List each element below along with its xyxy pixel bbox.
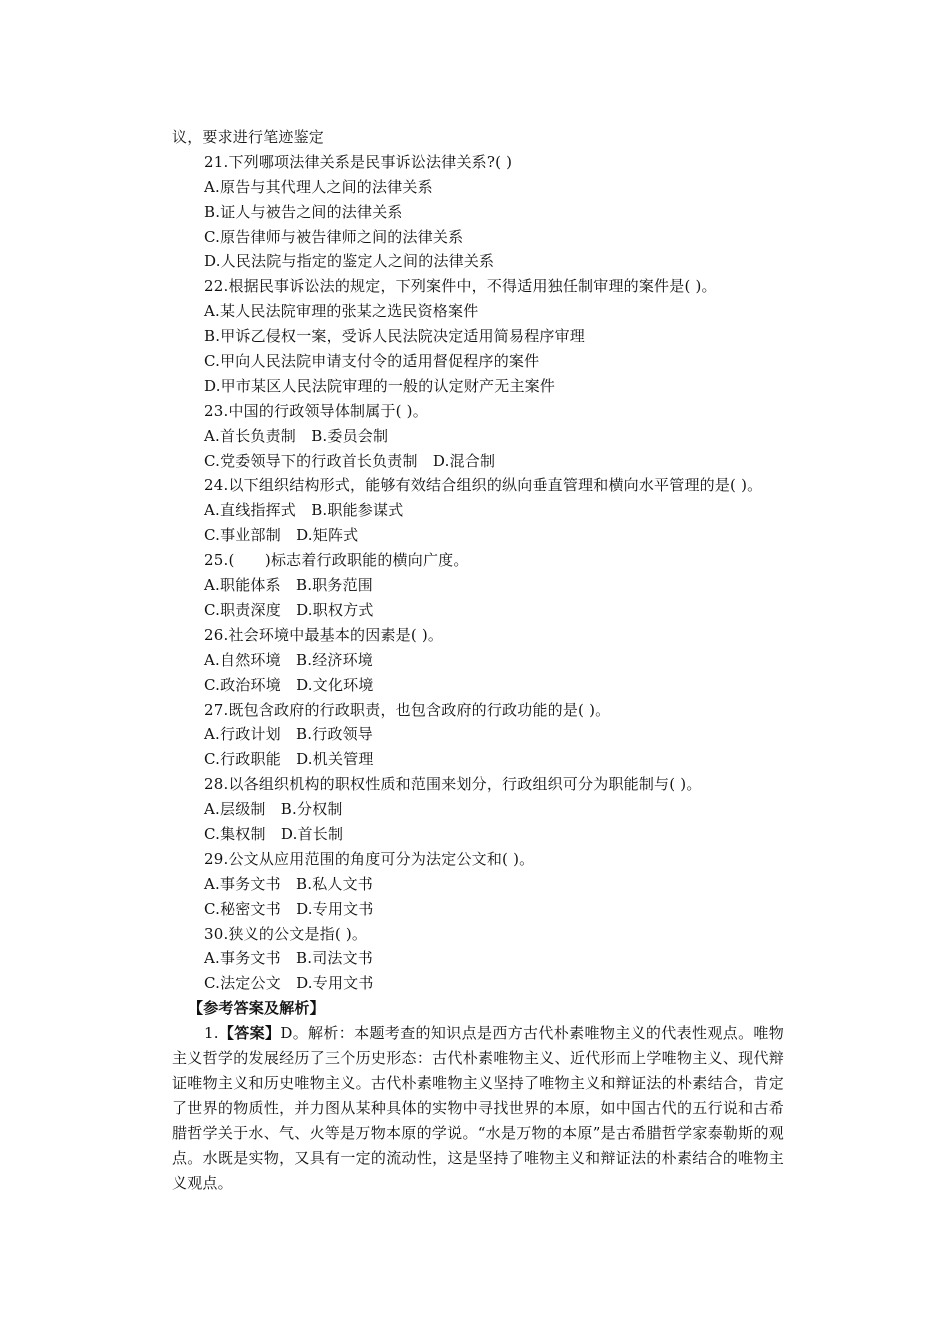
document-page	[172, 125, 784, 1195]
options-28ab: A.层级制 B.分权制	[204, 800, 343, 819]
options-30cd: C.法定公文 D.专用文书	[204, 974, 374, 993]
question-29: 29.公文从应用范围的角度可分为法定公文和( )。	[204, 849, 535, 868]
option-22c: C.甲向人民法院申请支付令的适用督促程序的案件	[204, 352, 540, 371]
answers-heading: 【参考答案及解析】	[188, 999, 325, 1018]
options-26ab: A.自然环境 B.经济环境	[204, 650, 373, 669]
answer-1	[172, 1021, 784, 1195]
question-21: 21.下列哪项法律关系是民事诉讼法律关系?( )	[204, 152, 513, 171]
question-25: 25.( )标志着行政职能的横向广度。	[204, 551, 469, 570]
answer-1-tag: 【答案】	[218, 1024, 281, 1043]
text-line: 议，要求进行笔迹鉴定	[172, 128, 325, 146]
option-22a: A.某人民法院审理的张某之选民资格案件	[204, 302, 479, 321]
options-23ab: A.首长负责制 B.委员会制	[204, 426, 389, 445]
answer-1-number: 1.	[204, 1024, 219, 1043]
options-27cd: C.行政职能 D.机关管理	[204, 750, 374, 769]
question-26: 26.社会环境中最基本的因素是( )。	[204, 625, 444, 644]
option-21b: B.证人与被告之间的法律关系	[204, 202, 403, 221]
question-24: 24.以下组织结构形式，能够有效结合组织的纵向垂直管理和横向水平管理的是( )。	[204, 476, 763, 495]
question-28: 28.以各组织机构的职权性质和范围来划分，行政组织可分为职能制与( )。	[204, 775, 702, 794]
option-21d: D.人民法院与指定的鉴定人之间的法律关系	[204, 252, 495, 271]
options-29ab: A.事务文书 B.私人文书	[204, 874, 373, 893]
option-21c: C.原告律师与被告律师之间的法律关系	[204, 227, 464, 246]
question-27: 27.既包含政府的行政职责，也包含政府的行政功能的是( )。	[204, 700, 611, 719]
options-23cd: C.党委领导下的行政首长负责制 D.混合制	[204, 451, 496, 470]
question-22: 22.根据民事诉讼法的规定，下列案件中，不得适用独任制审理的案件是( )。	[204, 277, 717, 296]
option-22d: D.甲市某区人民法院审理的一般的认定财产无主案件	[204, 376, 556, 395]
options-24cd: C.事业部制 D.矩阵式	[204, 526, 359, 545]
options-25ab: A.职能体系 B.职务范围	[204, 576, 373, 595]
option-22b: B.甲诉乙侵权一案，受诉人民法院决定适用简易程序审理	[204, 327, 585, 346]
options-26cd: C.政治环境 D.文化环境	[204, 675, 374, 694]
options-24ab: A.直线指挥式 B.职能参谋式	[204, 501, 404, 520]
option-21a: A.原告与其代理人之间的法律关系	[204, 177, 433, 196]
options-30ab: A.事务文书 B.司法文书	[204, 949, 373, 968]
answer-1-text: D。解析：本题考查的知识点是西方古代朴素唯物主义的代表性观点。唯物主义哲学的发展经历了三个历史形态：古代朴素唯物主义、近代形而上学唯物主义、现代辩证唯物主义和历史唯物主义。古代朴素唯物主义坚持了唯物主义和辩证法的朴素结合，肯定了世界的物质性，并力图从某种具体的实物中寻找世界的本原，如中国古代的五行说和古希腊哲学关于水、气、火等是万物本原的学说。“水是万物的本原”是古希腊哲学家泰勒斯的观点。水既是实物，又具有一定的流动性，这是坚持了唯物主义和辩证法的朴素结合的唯物主义观点。	[172, 1024, 784, 1192]
options-25cd: C.职责深度 D.职权方式	[204, 600, 374, 619]
question-23: 23.中国的行政领导体制属于( )。	[204, 401, 428, 420]
options-29cd: C.秘密文书 D.专用文书	[204, 899, 374, 918]
options-27ab: A.行政计划 B.行政领导	[204, 725, 373, 744]
options-28cd: C.集权制 D.首长制	[204, 824, 344, 843]
question-30: 30.狭义的公文是指( )。	[204, 924, 368, 943]
